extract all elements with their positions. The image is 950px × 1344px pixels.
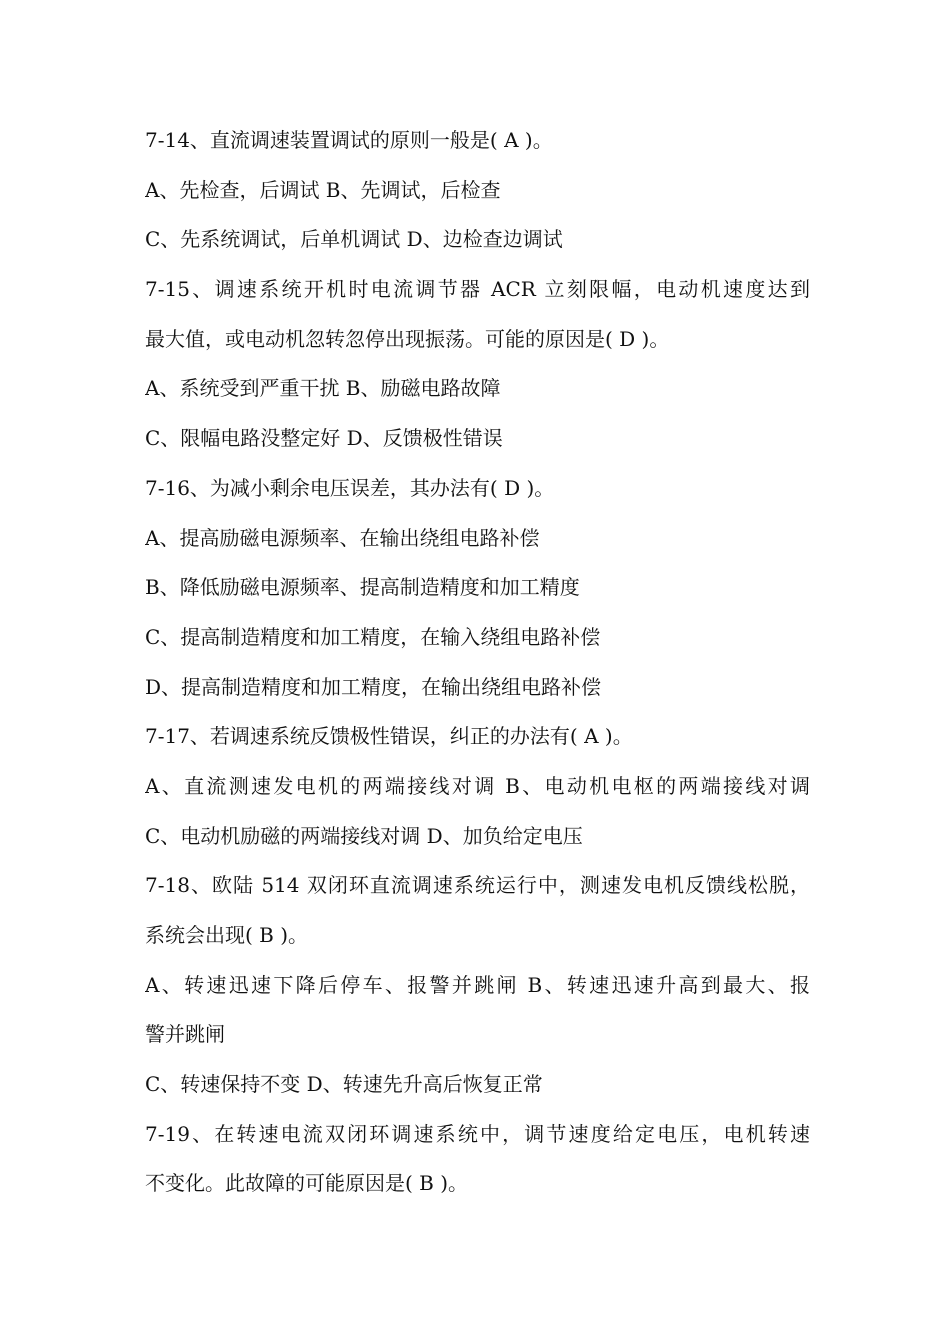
text-line: A、先检查，后调试 B、先调试，后检查 [145, 177, 501, 202]
text-line: C、先系统调试，后单机调试 D、边检查边调试 [145, 227, 563, 252]
text-line: A、系统受到严重干扰 B、励磁电路故障 [145, 376, 501, 401]
text-line: C、提高制造精度和加工精度，在输入绕组电路补偿 [145, 624, 601, 649]
text-line: 7-17、若调速系统反馈极性错误，纠正的办法有( A )。 [145, 724, 633, 749]
text-line: 系统会出现( B )。 [145, 923, 309, 947]
text-line: 7-14、直流调速装置调试的原则一般是( A )。 [145, 128, 553, 152]
text-line: 7-19、在转速电流双闭环调速系统中，调节速度给定电压，电机转速 [145, 1121, 810, 1146]
text-line: 7-16、为减小剩余电压误差，其办法有( D )。 [145, 475, 555, 500]
text-line: 7-15、调速系统开机时电流调节器 ACR 立刻限幅，电动机速度达到 [145, 277, 810, 302]
text-line: A、提高励磁电源频率、在输出绕组电路补偿 [145, 525, 540, 550]
text-line: B、降低励磁电源频率、提高制造精度和加工精度 [145, 575, 580, 600]
text-line: C、转速保持不变 D、转速先升高后恢复正常 [145, 1072, 543, 1097]
text-line: C、电动机励磁的两端接线对调 D、加负给定电压 [145, 823, 583, 848]
text-line: D、提高制造精度和加工精度，在输出绕组电路补偿 [145, 674, 602, 699]
text-line: 最大值，或电动机忽转忽停出现振荡。可能的原因是( D )。 [145, 326, 670, 351]
question-text-block [145, 116, 810, 1209]
text-line: 不变化。此故障的可能原因是( B )。 [145, 1171, 469, 1196]
text-line: C、限幅电路没整定好 D、反馈极性错误 [145, 426, 503, 451]
text-line: A、转速迅速下降后停车、报警并跳闸 B、转速迅速升高到最大、报 [145, 972, 810, 997]
text-line: 7-18、欧陆 514 双闭环直流调速系统运行中，测速发电机反馈线松脱， [145, 873, 810, 898]
text-line: A、直流测速发电机的两端接线对调 B、电动机电枢的两端接线对调 [145, 773, 810, 798]
text-line: 警并跳闸 [145, 1022, 225, 1047]
